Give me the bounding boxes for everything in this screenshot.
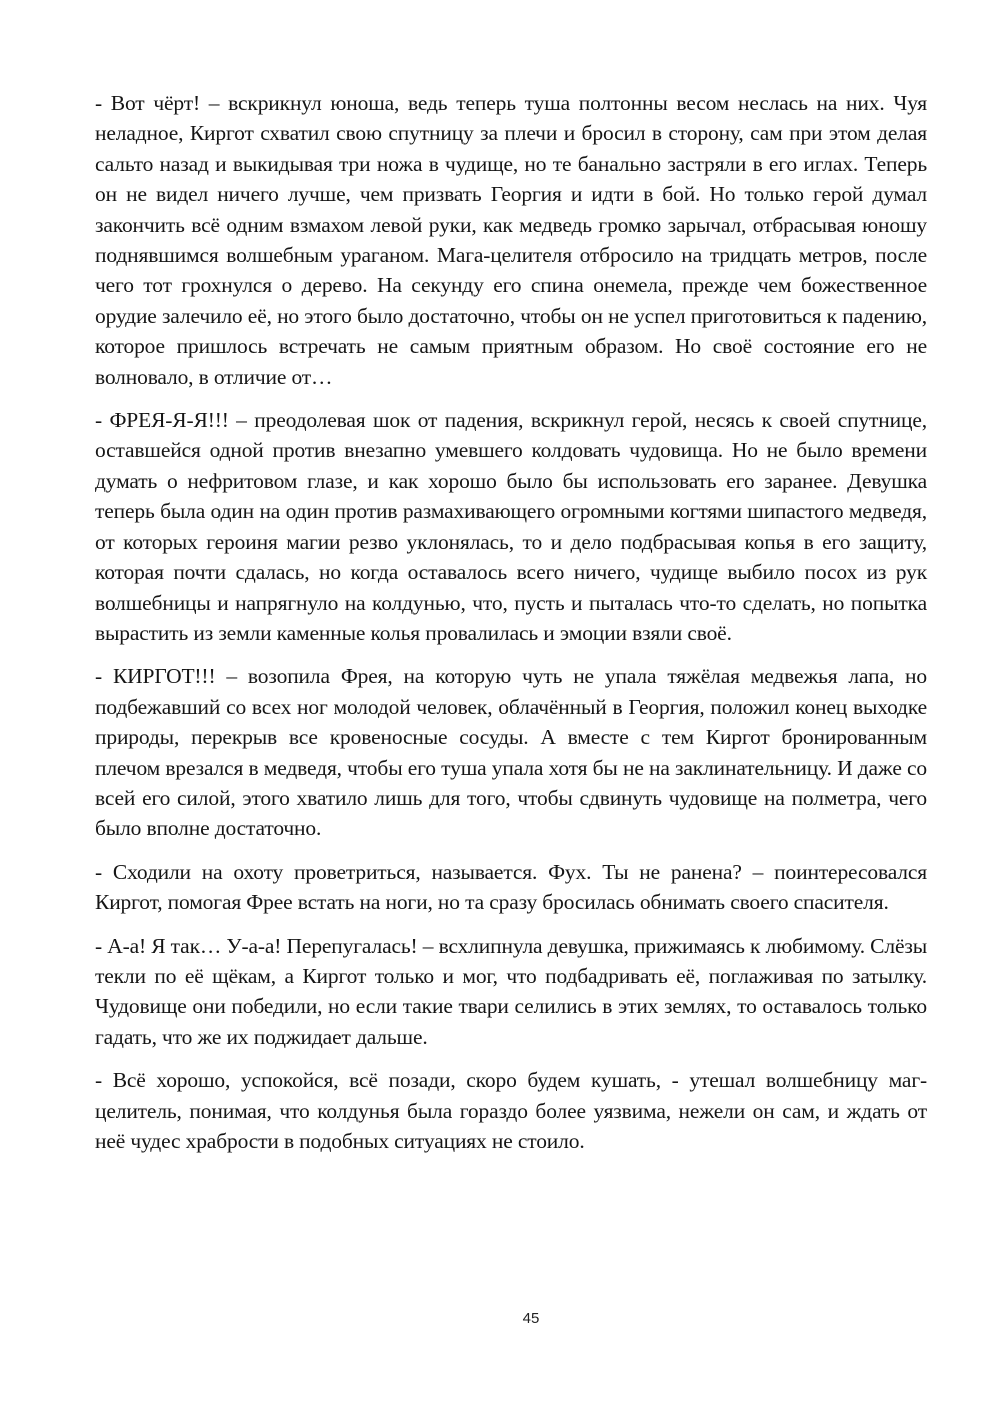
paragraph-1: - Вот чёрт! – вскрикнул юноша, ведь теперь туша полтонны весом неслась на них. Чуя неладное, Киргот схватил свою спутницу за плечи и бросил в сторону, сам при этом делая сальто назад и выкидывая три ножа в чудище, но те банально застряли в его иглах. Теперь он не видел ничего лучше, чем призвать Георгия и идти в бой. Но только герой думал закончить всё одним взмахом левой руки, как медведь громко зарычал, отбрасывая юношу поднявшимся волшебным ураганом. Мага-целителя отбросило на тридцать метров, после чего тот грохнулся о дерево. На секунду его спина онемела, прежде чем божественное орудие залечило её, но этого было достаточно, чтобы он не успел приготовиться к падению, которое пришлось встречать не самым приятным образом. Но своё состояние его не волновало, в отличие от… [95,91,927,389]
paragraph-5: - А-а! Я так… У-а-а! Перепугалась! – всхлипнула девушка, прижимаясь к любимому. Слёзы текли по её щёкам, а Киргот только и мог, что подбадривать её, поглаживая по затылку. Чудовище они победили, но если такие твари селились в этих землях, то оставалось только гадать, что же их поджидает дальше. [95,933,927,1049]
paragraph-3: - КИРГОТ!!! – возопила Фрея, на которую чуть не упала тяжёлая медвежья лапа, но подбежавший со всех ног молодой человек, облачённый в Георгия, положил конец выходке природы, перекрыв все кровеносные сосуды. А вместе с тем Киргот бронированным плечом врезался в медведя, чтобы его туша упала хотя бы не на заклинательницу. И даже со всей его силой, этого хватило лишь для того, чтобы сдвинуть чудовище на полметра, чего было вполне достаточно. [95,664,927,841]
paragraph-4: - Сходили на охоту проветриться, называется. Фух. Ты не ранена? – поинтересовался Киргот, помогая Фрее встать на ноги, но та сразу бросилась обнимать своего спасителя. [95,859,927,915]
paragraph-2: - ФРЕЯ-Я-Я!!! – преодолевая шок от падения, вскрикнул герой, несясь к своей спутнице, оставшейся одной против внезапно умевшего колдовать чудовища. Но не было времени думать о нефритовом глазе, и как хорошо было бы использовать его заранее. Девушка теперь была один на один против размахивающего огромными когтями шипастого медведя, от которых героиня магии резво уклонялась, то и дело подбрасывая копья в его защиту, которая почти сдалась, но когда оставалось всего ничего, чудище выбило посох из рук волшебницы и напрягнуло на колдунью, что, пусть и пыталась что-то сделать, но попытка вырастить из земли каменные колья провалилась и эмоции взяли своё. [95,408,927,645]
page-number: 45 [522,1310,540,1327]
page-body [95,88,927,1169]
paragraph-6: - Всё хорошо, успокойся, всё позади, скоро будем кушать, - утешал волшебницу маг-целитель, понимая, что колдунья была гораздо более уязвима, нежели он сам, и ждать от неё чудес храбрости в подобных ситуациях не стоило. [95,1068,927,1153]
